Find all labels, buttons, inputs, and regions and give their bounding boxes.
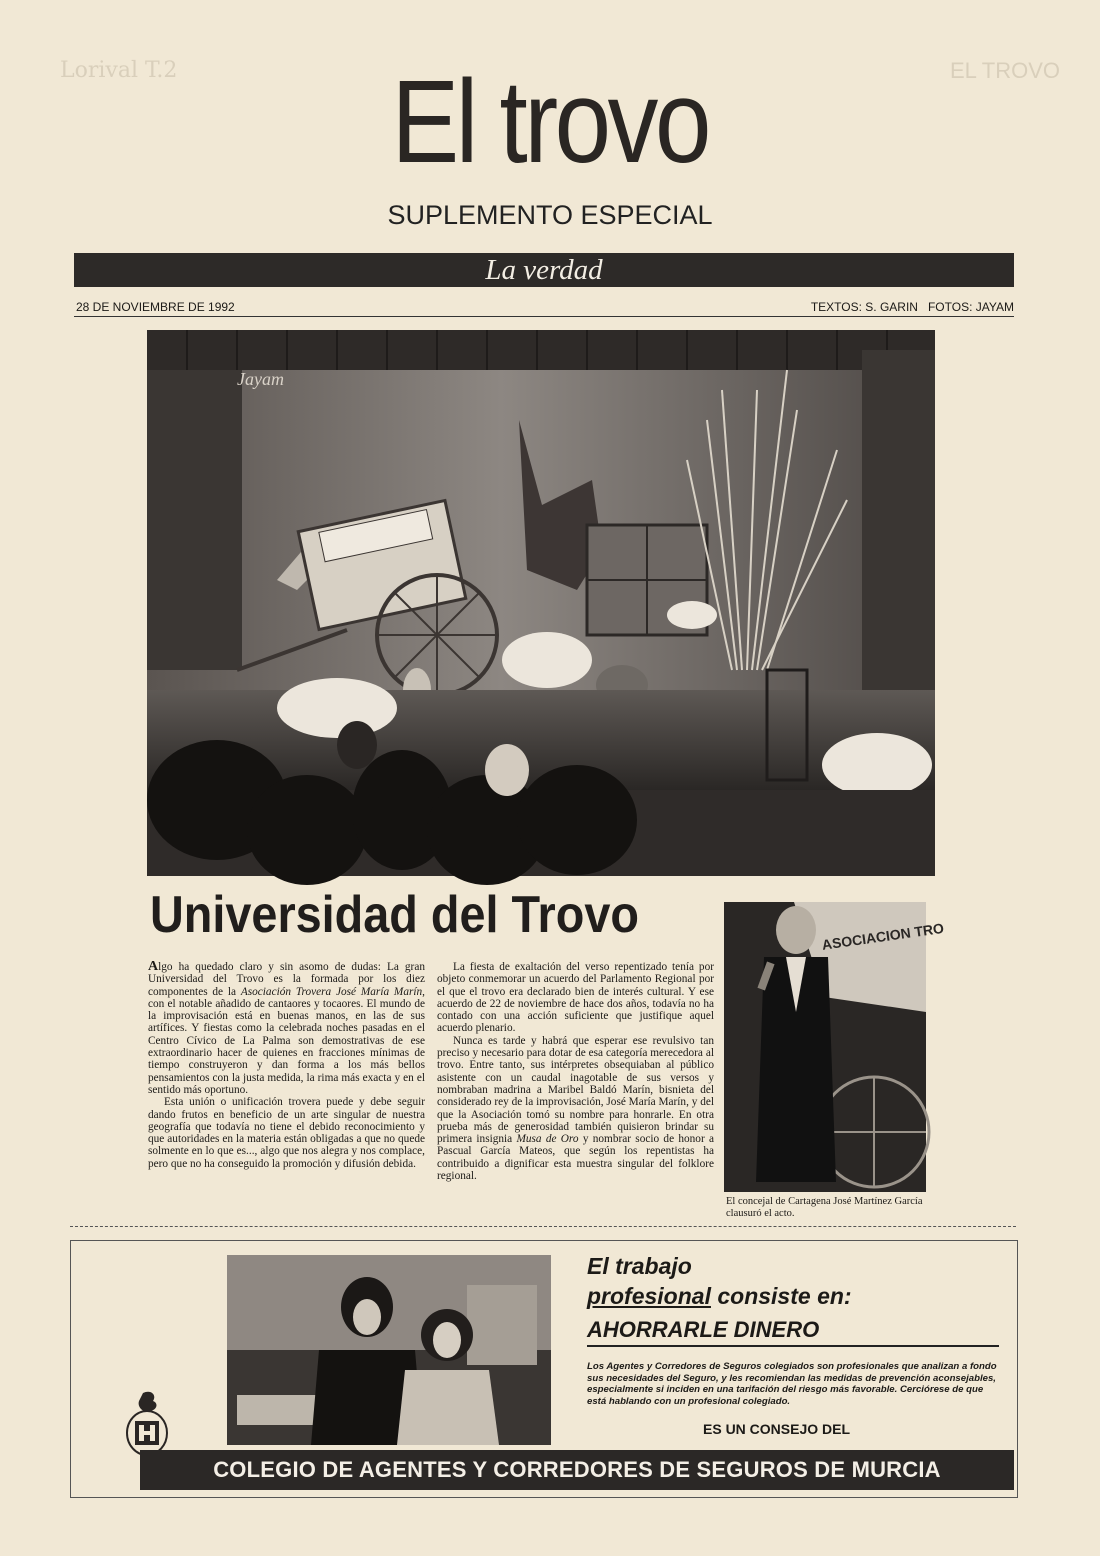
article-paragraph: Esta unión o unificación trovera puede y debe seguir dando frutos en beneficio de un arte singular de nuestra geografía que todavía no tiene el debido reconocimiento y que autoridades en la materia están obligadas a que no quede solmente en lo que es..., algo que nos alegra y nos complace, pero que no ha conseguido la promoción y difusión debida.	[148, 1096, 425, 1170]
newspaper-name-bar	[74, 253, 1014, 287]
header-rule	[74, 316, 1014, 317]
text-run: lgo ha quedado claro y sin asomo de dudas: La gran Universidad del Trovo es la formada por los diez componentes de la	[148, 961, 425, 998]
dropcap: A	[148, 959, 159, 974]
ad-headline-3: AHORRARLE DINERO	[587, 1317, 999, 1347]
ad-photo	[227, 1255, 551, 1445]
section-divider	[70, 1226, 1016, 1227]
text-run: , con el notable añadido de cantaores y tocaores. El mundo de la improvisación está en buenas manos, en las de sus artífices. Y fiestas como la celebrada noches pasadas en el Centro Cívico de La Palma son demostrativas de ese extraordinario hacer de quienes en fracciones mínimas de tiempo construyeron y dan forma a los más bellos pensamientos con la justa medida, la rima más exacta y en el sentido más oportuno.	[148, 985, 425, 1096]
ad-headline-rest: consiste en:	[710, 1283, 852, 1309]
article-column-1	[148, 961, 425, 1170]
show-through-left: Lorival T.2	[60, 58, 178, 83]
ad-headline-2	[587, 1283, 852, 1309]
article-paragraph	[437, 1035, 714, 1183]
text-run: y nombrar socio de honor a Pascual García Mateos, que según los repentistas ha contribuido a dignificar esta muestra singular del folklore regional.	[437, 1133, 715, 1183]
banner-text: ASOCIACION TRO	[820, 919, 945, 953]
masthead-title: El trovo	[391, 56, 708, 188]
text-run: Nunca es tarde y habrá que esperar ese revulsivo tan preciso y necesario para dotar de esa categoría merecedora al trovo. Entre tanto, sus intérpretes obsequiaban al público asistente con un caudal inagotable de sus versos y nombraban madrina a Maribel Baldó Marín, bisnieta del considerado rey de la improvisación, José María Marín, y del que la Asociación tomó su nombre para honrarle. En otra prueba más de generosidad también quisieron brindar su primera insignia	[437, 1034, 715, 1146]
show-through-right: EL TROVO	[949, 58, 1060, 83]
ad-consejo: ES UN CONSEJO DEL	[703, 1421, 851, 1437]
newspaper-name: La verdad	[485, 254, 603, 286]
ad-headline-underlined: profesional	[587, 1283, 711, 1309]
article-paragraph	[148, 961, 425, 1096]
photo-caption: El concejal de Cartagena José Martínez García clausuró el acto.	[726, 1196, 923, 1219]
association-name: Asociación Trovera José María Marín	[240, 985, 423, 998]
article-column-2	[437, 961, 714, 1182]
photo-signature: Jayam	[237, 369, 284, 389]
insignia-name: Musa de Oro	[516, 1133, 579, 1146]
stage-photo	[147, 330, 935, 876]
masthead-subtitle: SUPLEMENTO ESPECIAL	[387, 200, 713, 230]
article-headline: Universidad del Trovo	[150, 886, 639, 944]
ad-body-text: Los Agentes y Corredores de Seguros colegiados son profesionales que analizan a fondo sus necesidades del Seguro, y les recomiendan las medidas de prevención aconsejables, especialmente si inciden en una tarifación del riesgo más favorable. Cerciórese de que está hablando con un profesional colegiado.	[587, 1361, 997, 1407]
credits: TEXTOS: S. GARIN FOTOS: JAYAM	[810, 300, 1014, 314]
article-paragraph: La fiesta de exaltación del verso repentizado tenía por objeto conmemorar un acuerdo del Parlamento Regional por el que el trovo era declarado bien de interés cultural. Y ese acuerdo de 22 de noviembre de hace dos años, todavía no ha contado con una acción suficiente que justifique aquel acuerdo plenario.	[437, 961, 714, 1035]
speaker-photo	[724, 902, 945, 1192]
organization-bar: COLEGIO DE AGENTES Y CORREDORES DE SEGUROS DE MURCIA	[140, 1450, 1014, 1490]
ad-headline-1: El trabajo	[587, 1253, 692, 1279]
publication-date: 28 DE NOVIEMBRE DE 1992	[76, 300, 235, 314]
